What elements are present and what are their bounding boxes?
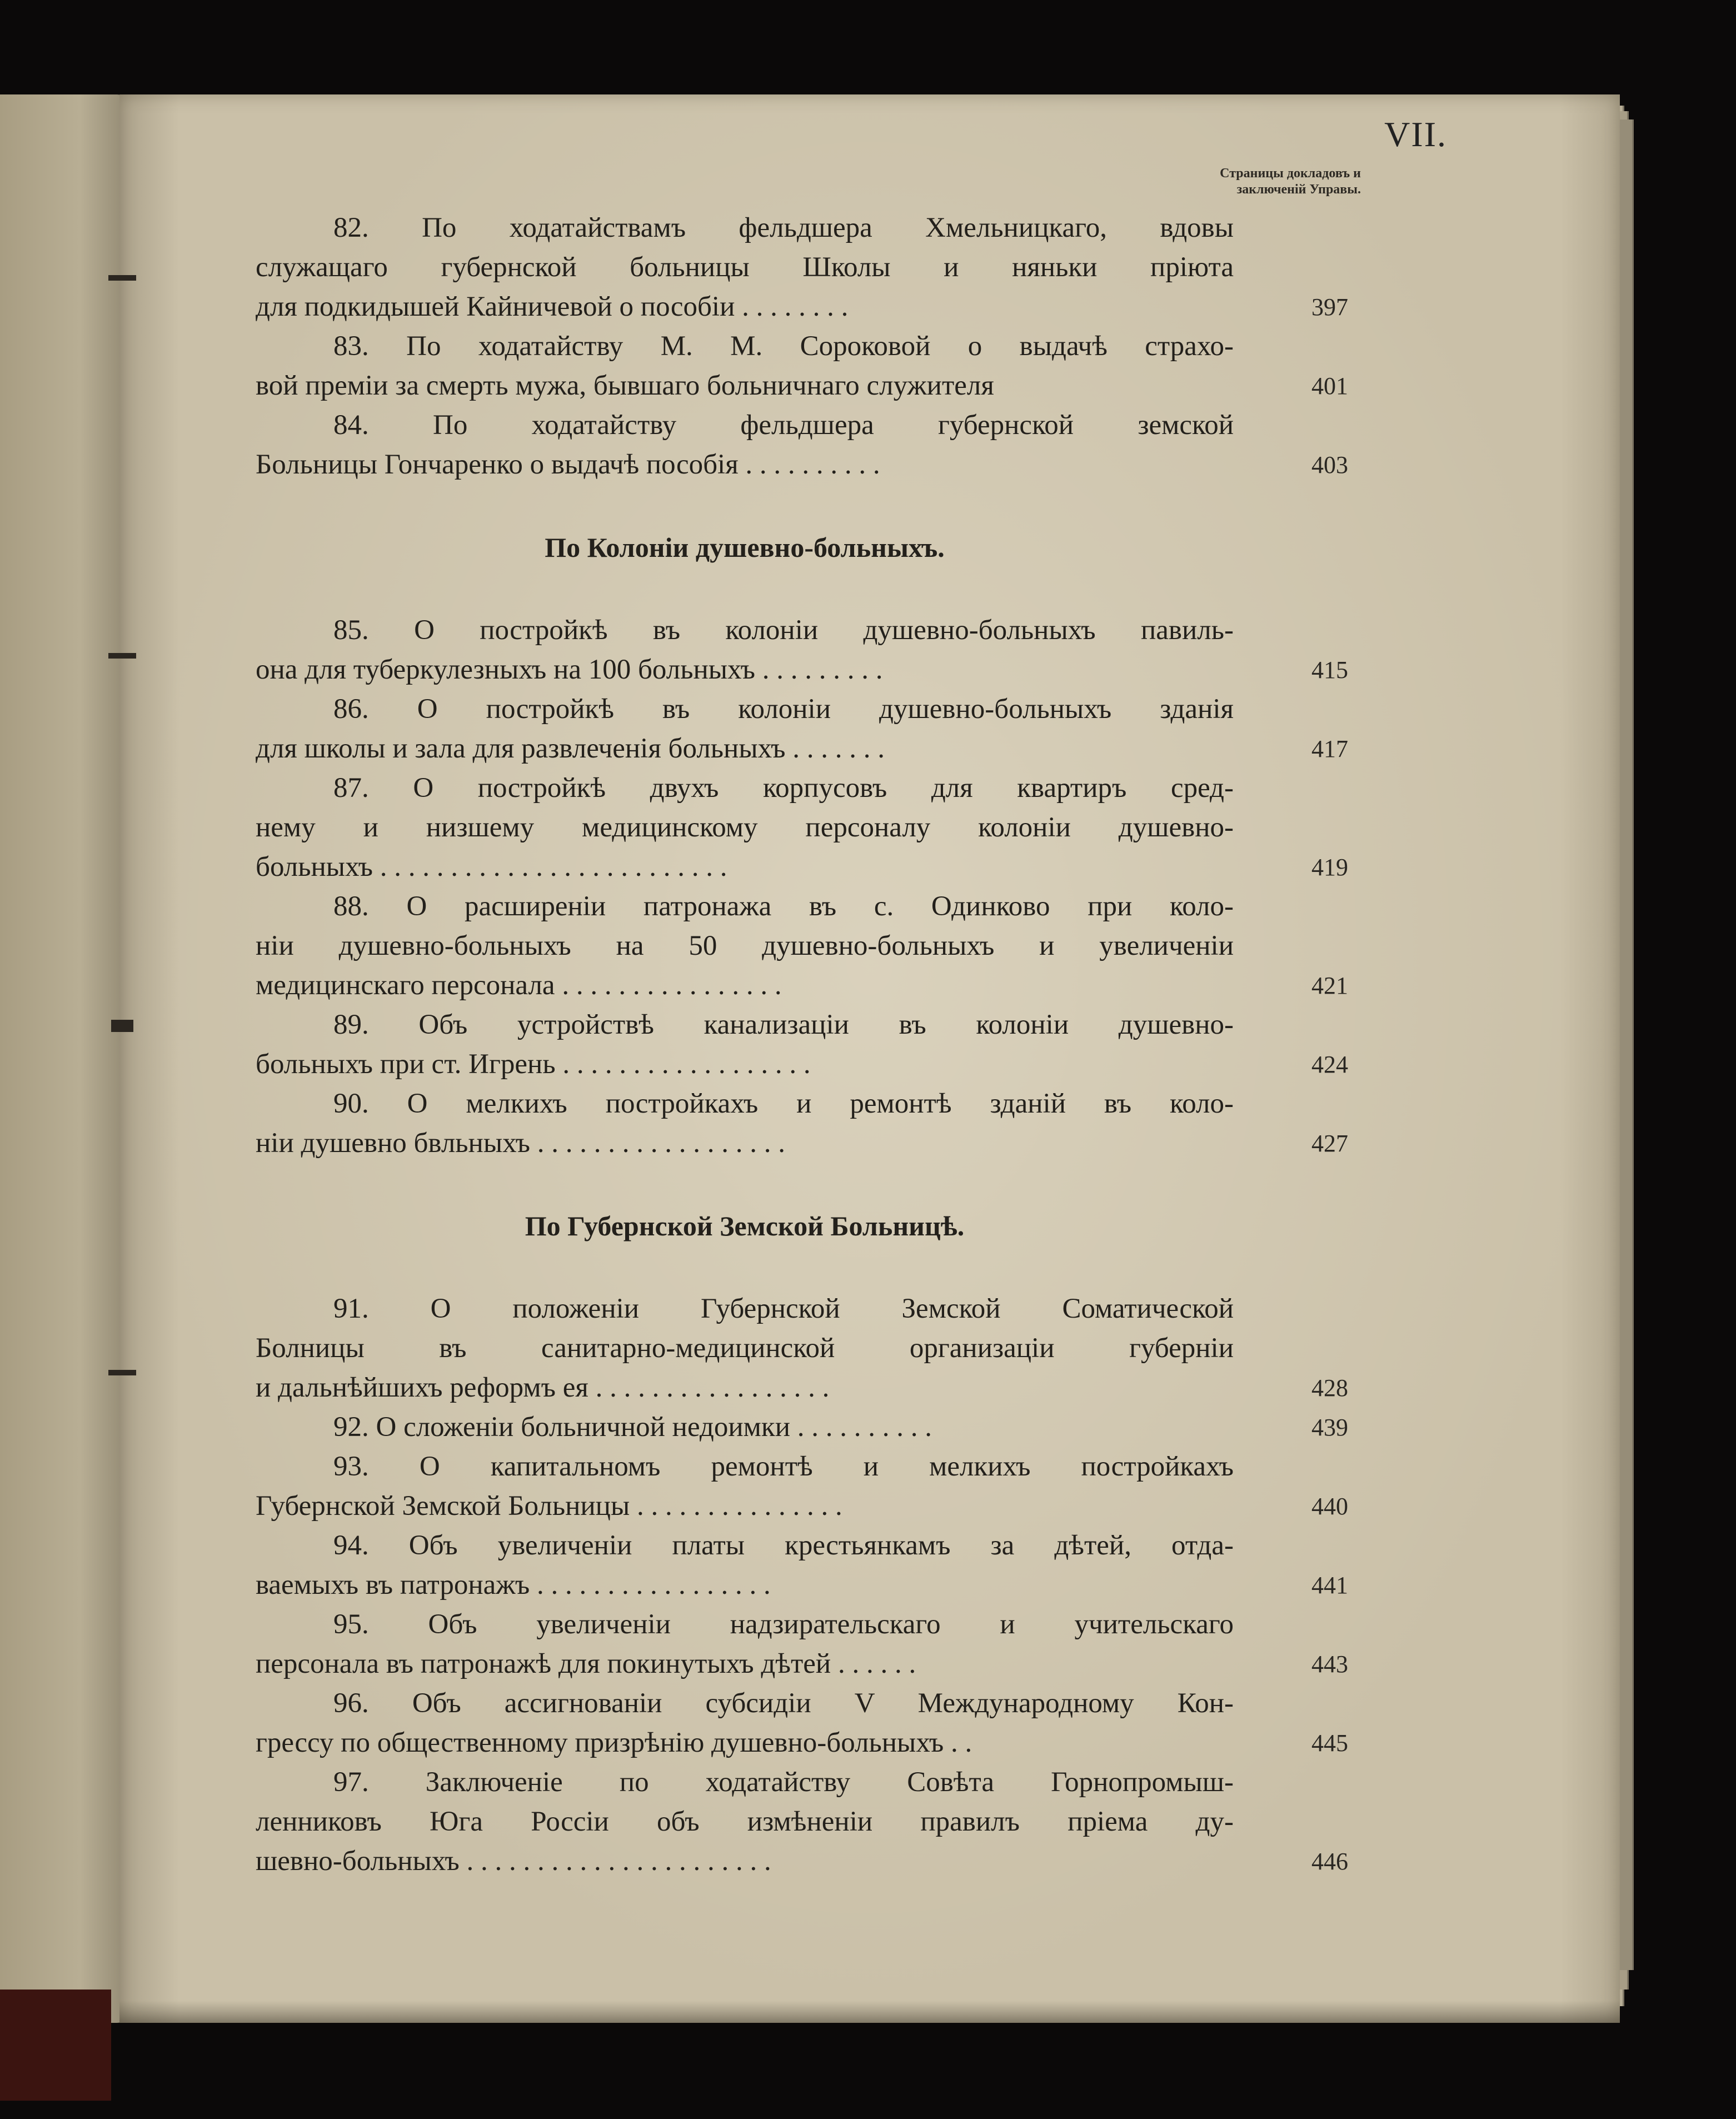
entry-page-number: 439 — [1311, 1414, 1348, 1441]
entry-group — [256, 208, 1367, 485]
column-header-line: Страницы докладовъ и — [1220, 166, 1361, 181]
toc-entry — [256, 406, 1367, 485]
entry-line: 87. О постройкѣ двухъ корпусовъ для квартиръ сред- — [333, 772, 1234, 804]
entry-page-number: 415 — [1311, 656, 1348, 684]
entry-line: 84. По ходатайству фельдшера губернской земской — [333, 410, 1234, 441]
toc-entry — [256, 1526, 1367, 1605]
entry-line: 86. О постройкѣ въ колонiи душевно-больныхъ зданiя — [333, 694, 1234, 725]
spacer — [256, 485, 1367, 528]
toc-entry — [256, 690, 1367, 769]
toc-entry — [256, 1084, 1367, 1163]
previous-page-edge — [0, 94, 133, 2023]
entry-line: больныхъ при ст. Игрень . . . . . . . . . . . . . . . . . . — [256, 1049, 811, 1080]
entry-line: 93. О капитальномъ ремонтѣ и мелкихъ постройкахъ — [333, 1451, 1234, 1482]
entry-line: и дальнѣйшихъ реформъ ея . . . . . . . . . . . . . . . . . — [256, 1372, 830, 1403]
entry-page-number: 424 — [1311, 1051, 1348, 1078]
entry-page-number: 441 — [1311, 1572, 1348, 1599]
entry-line: 85. О постройкѣ въ колонiи душевно-больныхъ павиль- — [333, 615, 1234, 646]
entry-line: Больницы Гончаренко о выдачѣ пособiя . . . . . . . . . . — [256, 449, 880, 480]
toc-entry — [256, 1289, 1367, 1408]
section-heading: По Губернской Земской Больницѣ. — [525, 1210, 965, 1242]
entry-page-number: 428 — [1311, 1374, 1348, 1402]
entry-line: 88. О расширенiи патронажа въ с. Одинково при коло- — [333, 891, 1234, 922]
entry-page-number: 397 — [1311, 293, 1348, 321]
toc-entry — [256, 1447, 1367, 1526]
entry-group — [256, 1289, 1367, 1881]
entry-line: ленниковъ Юга Россiи объ измѣненiи правилъ прiема ду- — [256, 1806, 1234, 1837]
toc-entry — [256, 1763, 1367, 1881]
entry-page-number: 446 — [1311, 1848, 1348, 1875]
table-of-contents — [256, 208, 1367, 1881]
toc-entry — [256, 887, 1367, 1005]
page-number: VII. — [1384, 114, 1447, 154]
entry-line: нiи душевно-больныхъ на 50 душевно-больныхъ и увеличенiи — [256, 930, 1234, 961]
binding-mark — [108, 1370, 136, 1375]
entry-line: она для туберкулезныхъ на 100 больныхъ . . . . . . . . . — [256, 654, 883, 685]
spacer — [256, 1246, 1367, 1289]
column-header-line: заключенiй Управы. — [1236, 182, 1361, 197]
spacer — [256, 1163, 1367, 1206]
binding-mark — [108, 653, 136, 659]
entry-line: 92. О сложенiи больничной недоимки . . . . . . . . . . — [333, 1412, 932, 1443]
page-edge-stack — [1620, 119, 1634, 1970]
entry-page-number: 401 — [1311, 372, 1348, 400]
entry-line: 82. По ходатайствамъ фельдшера Хмельницкаго, вдовы — [333, 212, 1234, 243]
entry-line: ваемыхъ въ патронажъ . . . . . . . . . . . . . . . . . — [256, 1569, 771, 1601]
entry-line: нiи душевно бвльныхъ . . . . . . . . . . . . . . . . . . — [256, 1128, 786, 1159]
section-heading: По Колонiи душевно-больныхъ. — [545, 532, 945, 563]
entry-line: 96. Объ ассигнованiи субсидiи V Международному Кон- — [333, 1688, 1234, 1719]
entry-line: 90. О мелкихъ постройкахъ и ремонтѣ зданiй въ коло- — [333, 1088, 1234, 1119]
entry-line: больныхъ . . . . . . . . . . . . . . . . . . . . . . . . . — [256, 851, 727, 882]
toc-entry — [256, 611, 1367, 690]
toc-entry — [256, 208, 1367, 327]
entry-line: нему и низшему медицинскому персоналу колонiи душевно- — [256, 812, 1234, 843]
entry-line: 95. Объ увеличенiи надзирательскаго и учительскаго — [333, 1609, 1234, 1640]
entry-line: для школы и зала для развлеченiя больныхъ . . . . . . . — [256, 733, 885, 764]
entry-line: служащаго губернской больницы Школы и няньки прiюта — [256, 252, 1234, 283]
column-header — [1083, 166, 1361, 198]
toc-entry — [256, 1605, 1367, 1684]
entry-page-number: 421 — [1311, 972, 1348, 999]
toc-entry — [256, 769, 1367, 887]
entry-page-number: 427 — [1311, 1130, 1348, 1157]
book-cover-edge — [0, 1990, 111, 2101]
entry-line: Болницы въ санитарно-медицинской организацiи губернiи — [256, 1333, 1234, 1364]
entry-line: вой премiи за смерть мужа, бывшаго больничнаго служителя — [256, 370, 994, 401]
binding-mark — [108, 275, 136, 281]
entry-line: 97. Заключенiе по ходатайству Совѣта Горнопромыш- — [333, 1767, 1234, 1798]
entry-page-number: 445 — [1311, 1729, 1348, 1757]
entry-line: грессу по общественному призрѣнiю душевно-больныхъ . . — [256, 1727, 972, 1758]
toc-entry — [256, 327, 1367, 406]
page-shadow — [119, 2001, 1620, 2023]
entry-group — [256, 611, 1367, 1163]
entry-line: Губернской Земской Больницы . . . . . . . . . . . . . . . — [256, 1490, 842, 1522]
entry-line: 91. О положенiи Губернской Земской Соматической — [333, 1293, 1234, 1324]
entry-page-number: 419 — [1311, 854, 1348, 881]
toc-entry — [256, 1005, 1367, 1084]
entry-page-number: 440 — [1311, 1493, 1348, 1520]
entry-line: 89. Объ устройствѣ канализацiи въ колонiи душевно- — [333, 1009, 1234, 1040]
spacer — [256, 567, 1367, 611]
entry-page-number: 403 — [1311, 451, 1348, 478]
entry-line: шевно-больныхъ . . . . . . . . . . . . . . . . . . . . . . — [256, 1846, 771, 1877]
binding-mark — [111, 1020, 133, 1032]
entry-line: медицинскаго персонала . . . . . . . . . . . . . . . . — [256, 970, 782, 1001]
toc-entry — [256, 1684, 1367, 1763]
entry-line: персонала въ патронажѣ для покинутыхъ дѣтей . . . . . . — [256, 1648, 916, 1679]
entry-page-number: 417 — [1311, 735, 1348, 762]
entry-line: для подкидышей Кайничевой о пособiи . . . . . . . . — [256, 291, 849, 322]
entry-line: 83. По ходатайству М. М. Сороковой о выдачѣ страхо- — [333, 331, 1234, 362]
entry-line: 94. Объ увеличенiи платы крестьянкамъ за дѣтей, отда- — [333, 1530, 1234, 1561]
entry-page-number: 443 — [1311, 1651, 1348, 1678]
toc-entry — [256, 1408, 1367, 1447]
